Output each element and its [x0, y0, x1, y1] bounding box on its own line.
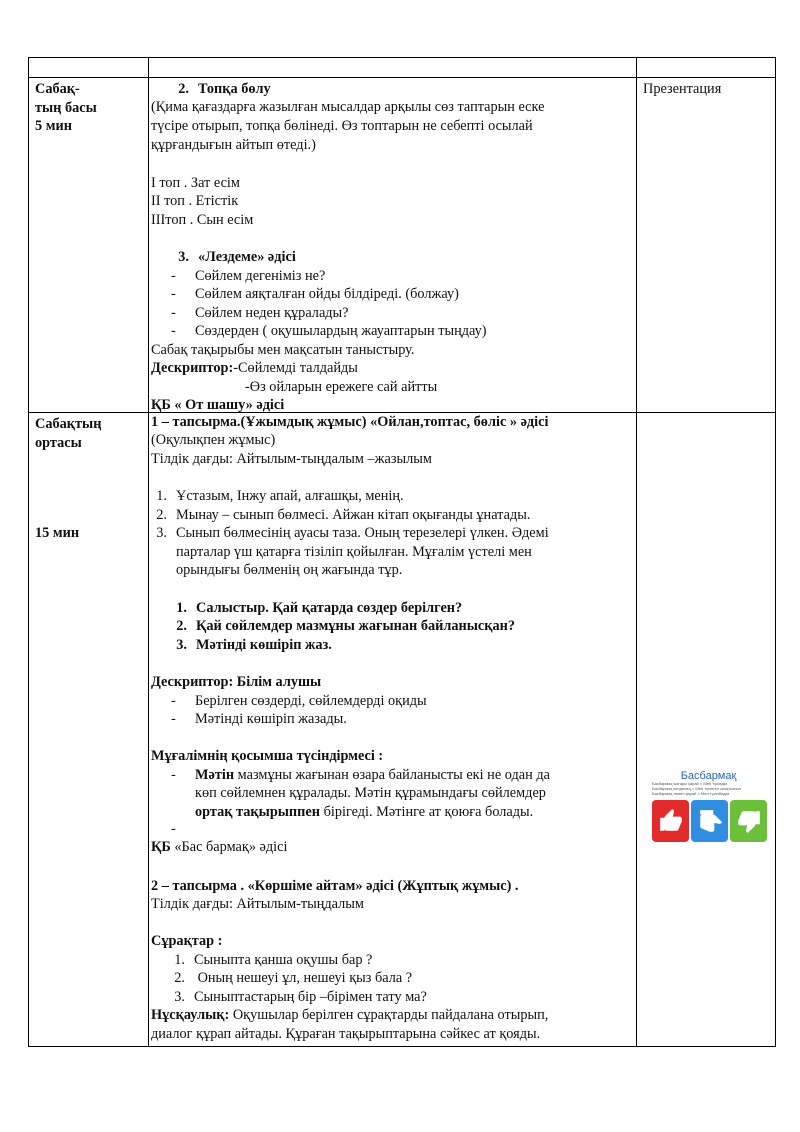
- group-line: ІІІтоп . Сын есім: [151, 212, 254, 228]
- stage-label: тың басы: [35, 99, 97, 116]
- descriptor-item: - Мәтінді көшіріп жазады.: [171, 711, 347, 727]
- list-item: 3. Сынып бөлмесінің ауасы таза. Оның терезелері үлкен. Әдемі: [156, 525, 549, 541]
- table-header-row: [29, 58, 776, 78]
- task-item: 3. Мәтінді көшіріп жаз.: [176, 637, 332, 653]
- text-line: (Қима қағаздарға жазылған мысалдар арқылы сөз таптарын еске: [151, 99, 545, 115]
- task-heading: 2. Топқа бөлу: [178, 81, 271, 97]
- group-line: ІІ топ . Етістік: [151, 193, 239, 209]
- thumbs-caption: Басбармақ көлденең = Мен түсінген сияқтымын: [652, 786, 741, 791]
- task-heading: 2 – тапсырма . «Көршіме айтам» әдісі (Жұптық жұмыс) .: [151, 878, 519, 894]
- list-item: 2. Мынау – сынып бөлмесі. Айжан кітап оқығанды ұнатады.: [156, 507, 531, 523]
- activity-cell: [149, 413, 637, 1047]
- stage-time: 15 мин: [35, 525, 80, 541]
- text-line: Тілдік дағды: Айтылым-тыңдалым –жазылым: [151, 451, 432, 467]
- question-item: - Сөйлем неден құралады?: [171, 305, 349, 321]
- text-line: (Оқулықпен жұмыс): [151, 432, 276, 448]
- question-item: - Сөйлем аяқталған ойды білдіреді. (болжау): [171, 286, 459, 302]
- activity-cell: [149, 78, 637, 413]
- table-row-lesson-start: [29, 78, 776, 413]
- task-item: 1. Салыстыр. Қай қатарда сөздер берілген?: [176, 600, 463, 616]
- question-item: 2. Оның нешеуі ұл, нешеуі қыз бала ?: [174, 970, 413, 986]
- stage-cell: [29, 78, 149, 413]
- thumb-up-icon: [652, 800, 689, 842]
- instruction-line: Нұсқаулық: Оқушылар берілген сұрақтарды пайдалана отырып,: [151, 1007, 549, 1023]
- stage-cell: [29, 413, 149, 1047]
- list-item: 1. Ұстазым, Інжу апай, алғашқы, менің.: [156, 488, 404, 504]
- thumbs-caption: Басбармақ төмен қарай = Мен түсінбедім: [652, 791, 730, 796]
- text-line: құрғандығын айтып өтеді.): [151, 137, 316, 153]
- empty-cell: [149, 58, 637, 78]
- thumbs-title: Басбармақ: [680, 770, 737, 782]
- explanation-line: - Мәтін мазмұны жағынан өзара байланысты екі не одан да: [171, 767, 550, 783]
- assessment-line: ҚБ « От шашу» әдісі: [151, 397, 285, 413]
- question-item: - Сөздерден ( оқушылардың жауаптарын тыңдау): [171, 323, 487, 339]
- explanation-line: ортақ тақырыппен бірігеді. Мәтінге ат қоюға болады.: [195, 804, 534, 820]
- text-line: түсіре отырып, топқа бөлінеді. Өз топтарын не себепті осылай: [151, 118, 533, 134]
- descriptor-item: - Берілген сөздерді, сөйлемдерді оқиды: [171, 693, 427, 709]
- group-line: І топ . Зат есім: [151, 175, 240, 191]
- descriptor-line: Дескриптор:-Сөйлемді талдайды: [151, 360, 358, 376]
- questions-heading: Сұрақтар :: [151, 933, 223, 949]
- lesson-plan-table: [28, 57, 776, 1047]
- question-item: 3. Сыныптастарың бір –бірімен тату ма?: [174, 989, 427, 1005]
- thumbs-method-image: [648, 767, 769, 859]
- descriptor-line: -Өз ойларын ережеге сай айтты: [245, 379, 438, 395]
- question-item: 1. Сыныпта қанша оқушы бар ?: [174, 952, 373, 968]
- explanation-heading: Мұғалімнің қосымша түсіндірмесі :: [151, 748, 384, 764]
- explanation-line: көп сөйлемнен құралады. Мәтін құрамындағы сөйлемдер: [195, 785, 546, 801]
- resource-cell: [637, 78, 776, 413]
- text-line: Тілдік дағды: Айтылым-тыңдалым: [151, 896, 364, 912]
- task-heading: 1 – тапсырма.(Ұжымдық жұмыс) «Ойлан,топтас, бөліс » әдісі: [151, 414, 549, 430]
- method-heading: 3. «Лездеме» әдісі: [178, 249, 296, 265]
- stage-label: ортасы: [35, 434, 82, 451]
- empty-cell: [637, 58, 776, 78]
- question-item: - Сөйлем дегеніміз не?: [171, 268, 326, 284]
- instruction-line: диалог құрап айтады. Құраған тақырыптарына сәйкес ат қояды.: [151, 1026, 541, 1042]
- empty-cell: [29, 58, 149, 78]
- text-line: орындығы бөлменің оң жағында тұр.: [176, 562, 403, 578]
- resource-label: Презентация: [643, 81, 722, 97]
- thumbs-caption: Басбармақ жоғары қарай = Мен түсіндім: [652, 781, 728, 786]
- task-item: 2. Қай сөйлемдер мазмұны жағынан байланысқан?: [176, 618, 516, 634]
- assessment-line: ҚБ «Бас бармақ» әдісі: [151, 839, 288, 855]
- table-row-lesson-middle: [29, 413, 776, 1047]
- text-line: парталар үш қатарға тізіліп қойылған. Мұғалім үстелі мен: [176, 544, 532, 560]
- stage-time: 5 мин: [35, 118, 72, 135]
- text-line: Сабақ тақырыбы мен мақсатын таныстыру.: [151, 342, 415, 358]
- explanation-line: -: [171, 821, 176, 837]
- resource-cell: [637, 413, 776, 1047]
- stage-label: Сабақтың: [35, 416, 102, 432]
- stage-label: Сабақ-: [35, 81, 80, 97]
- thumb-down-icon: [730, 800, 767, 842]
- descriptor-heading: Дескриптор: Білім алушы: [151, 674, 322, 690]
- thumb-side-icon: [691, 800, 728, 842]
